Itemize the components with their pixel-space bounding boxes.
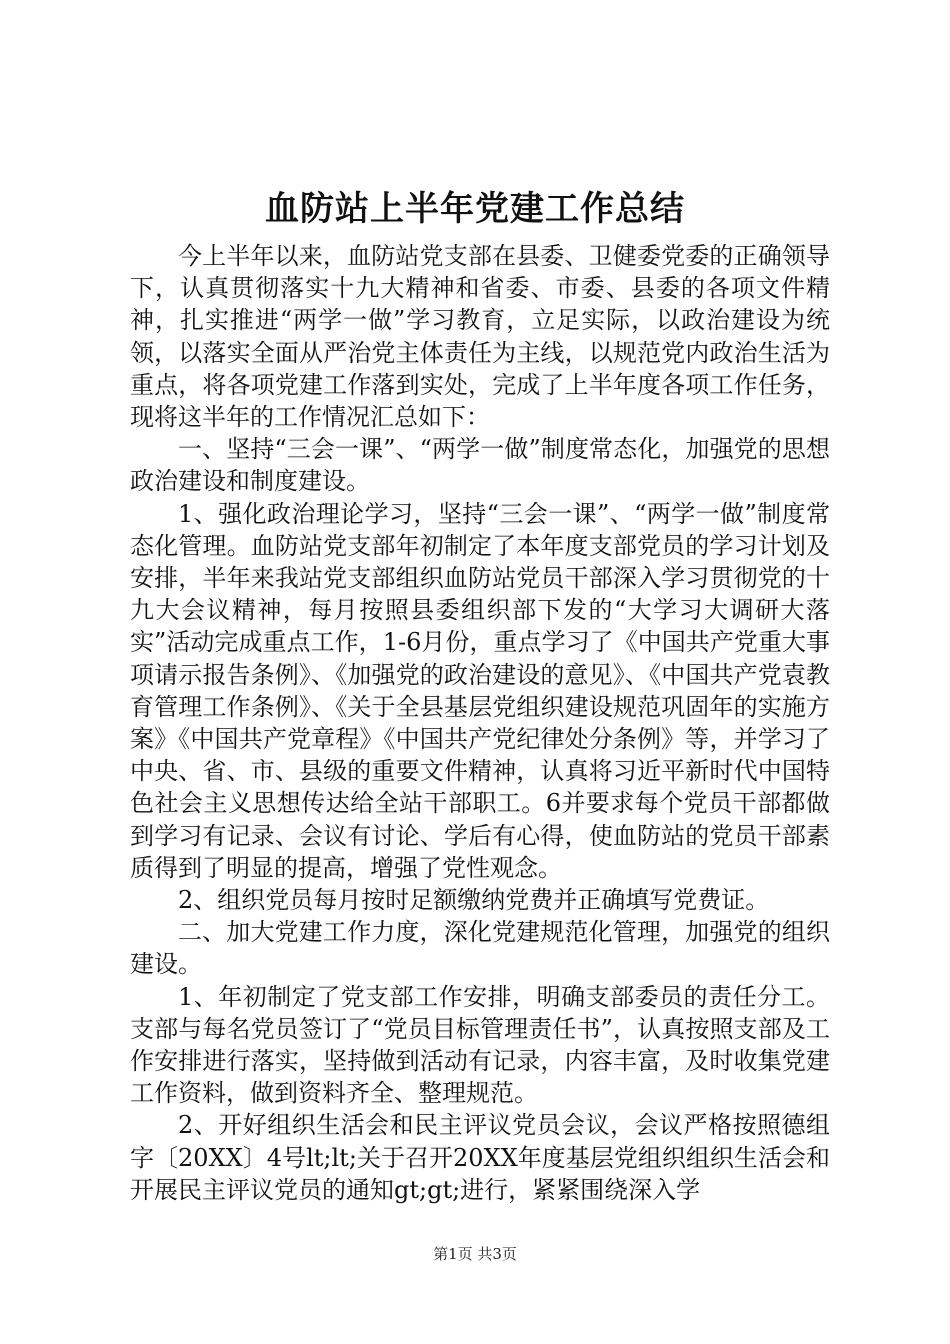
paragraph-section-2-heading: 二、加大党建工作力度，深化党建规范化管理，加强党的组织建设。	[130, 918, 830, 979]
page-number-footer: 第1页 共3页	[433, 1245, 517, 1263]
paragraph-section-2-item-1: 1、年初制定了党支部工作安排，明确支部委员的责任分工。支部与每名党员签订了“党员目标管理责任书”，认真按照支部及工作安排进行落实，坚持做到活动有记录，内容丰富，及时收集党建工作资料，做到资料齐全、整理规范。	[130, 982, 830, 1108]
paragraph-section-1-item-2: 2、组织党员每月按时足额缴纳党费并正确填写党费证。	[178, 886, 770, 915]
document-body	[130, 240, 830, 1206]
document-title: 血防站上半年党建工作总结	[265, 189, 685, 229]
paragraph-section-1-item-1: 1、强化政治理论学习，坚持“三会一课”、“两学一做”制度常态化管理。血防站党支部年初制定了本年度支部党员的学习计划及安排，半年来我站党支部组织血防站党员干部深入学习贯彻党的十九大会议精神，每月按照县委组织部下发的“大学习大调研大落实”活动完成重点工作，1-6月份，重点学习了《中国共产党重大事项请示报告条例》、《加强党的政治建设的意见》、《中国共产党袁教育管理工作条例》、《关于全县基层党组织建设规范巩固年的实施方案》《中国共产党章程》《中国共产党纪律处分条例》等，并学习了中央、省、市、县级的重要文件精神，认真将习近平新时代中国特色社会主义思想传达给全站干部职工。6并要求每个党员干部都做到学习有记录、会议有讨论、学后有心得，使血防站的党员干部素质得到了明显的提高，增强了党性观念。	[130, 499, 830, 882]
paragraph-section-2-item-2: 2、开好组织生活会和民主评议党员会议，会议严格按照德组字〔20XX〕4号lt;lt;关于召开20XX年度基层党组织组织生活会和开展民主评议党员的通知gt;gt;进行，紧紧围绕深入学	[130, 1111, 830, 1204]
paragraph-section-1-heading: 一、坚持“三会一课”、“两学一做”制度常态化，加强党的思想政治建设和制度建设。	[130, 435, 830, 496]
paragraph-intro: 今上半年以来，血防站党支部在县委、卫健委党委的正确领导下，认真贯彻落实十九大精神和省委、市委、县委的各项文件精神，扎实推进“两学一做”学习教育，立足实际，以政治建设为统领，以落实全面从严治党主体责任为主线，以规范党内政治生活为重点，将各项党建工作落到实处，完成了上半年度各项工作任务，现将这半年的工作情况汇总如下：	[130, 242, 830, 432]
